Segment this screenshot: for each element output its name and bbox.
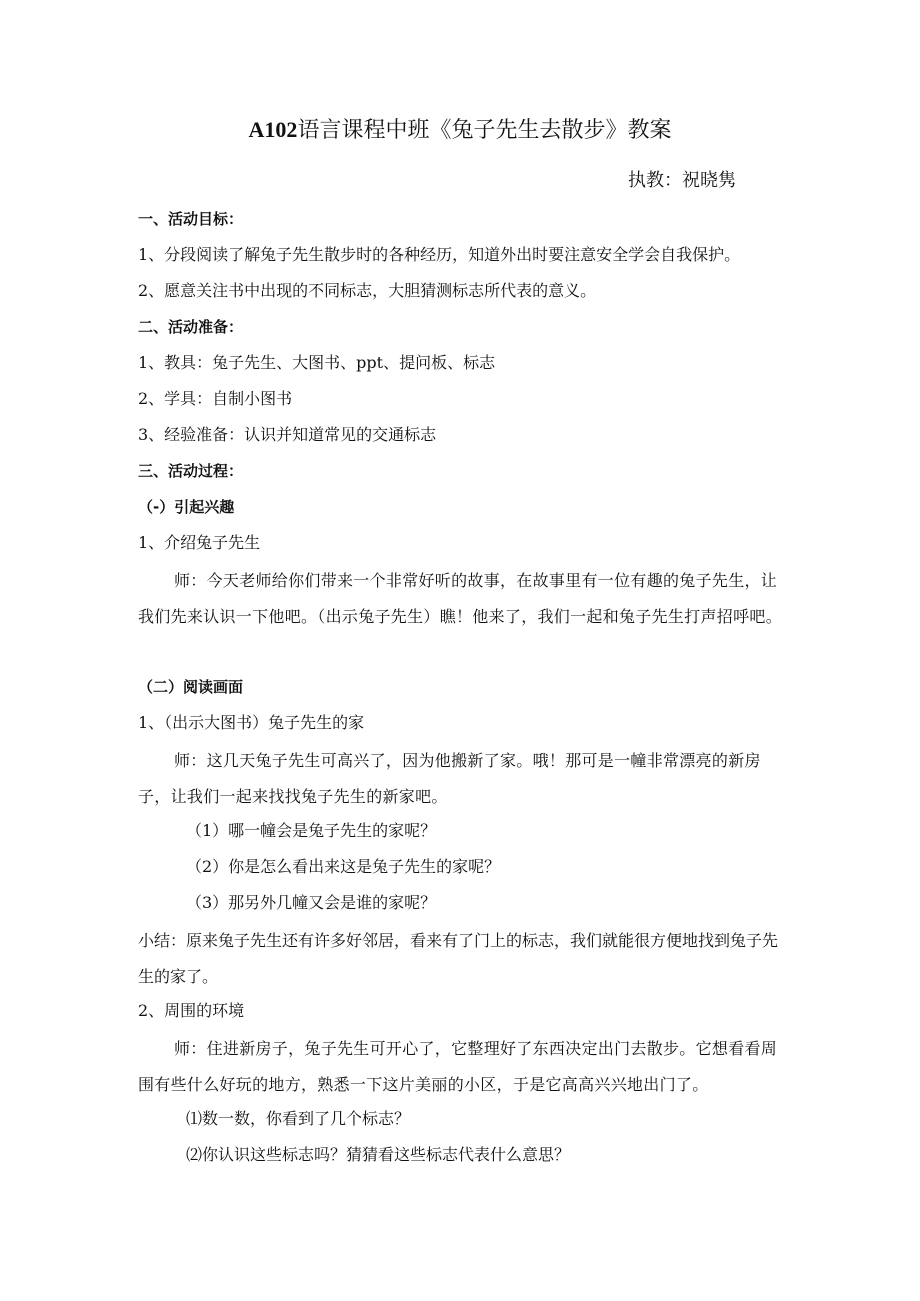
question-1-3: （3）那另外几幢又会是谁的家呢？ (186, 893, 437, 912)
question-1-2: （2）你是怎么看出来这是兔子先生的家呢？ (186, 857, 501, 876)
prep-item-1: 1、教具：兔子先生、大图书、ppt、提问板、标志 (138, 353, 496, 372)
author-line: 执教：祝晓隽 (628, 170, 736, 191)
prep-item-2: 2、学具：自制小图书 (138, 389, 293, 408)
title-code: A102 (248, 117, 298, 142)
title-text: 语言课程中班《兔子先生去散步》教案 (297, 118, 672, 143)
part2-paragraph-1: 师：这几天兔子先生可高兴了，因为他搬新了家。哦！那可是一幢非常漂亮的新房子，让我们一起来找找兔子先生的新家吧。 (138, 751, 761, 806)
part2-heading: （二）阅读画面 (138, 678, 244, 696)
part2-step2: 2、周围的环境 (138, 1001, 245, 1020)
question-2-1: ⑴数一数，你看到了几个标志？ (186, 1109, 411, 1128)
prep-heading: 二、活动准备： (138, 318, 244, 336)
question-1-1: （1）哪一幢会是兔子先生的家呢？ (186, 821, 437, 840)
goals-heading: 一、活动目标： (138, 210, 244, 228)
part1-step1: 1、介绍兔子先生 (138, 533, 261, 552)
part1-paragraph: 师：今天老师给你们带来一个非常好听的故事，在故事里有一位有趣的兔子先生，让我们先来认识一下他吧。（出示兔子先生）瞧！他来了，我们一起和兔子先生打声招呼吧。 (138, 571, 783, 626)
prep-item-3: 3、经验准备：认识并知道常见的交通标志 (138, 425, 437, 444)
part2-step1: 1、（出示大图书）兔子先生的家 (138, 713, 365, 732)
goal-item-2: 2、愿意关注书中出现的不同标志，大胆猜测标志所代表的意义。 (138, 281, 597, 300)
goal-item-1: 1、分段阅读了解兔子先生散步时的各种经历，知道外出时要注意安全学会自我保护。 (138, 245, 741, 264)
question-2-2: ⑵你认识这些标志吗？猜猜看这些标志代表什么意思？ (186, 1145, 571, 1164)
summary-paragraph: 小结：原来兔子先生还有许多好邻居，看来有了门上的标志，我们就能很方便地找到兔子先生的家了。 (138, 931, 779, 986)
document-title (0, 115, 920, 146)
part1-heading: （-）引起兴趣 (138, 498, 235, 516)
part2-paragraph-2: 师：住进新房子，兔子先生可开心了，它整理好了东西决定出门去散步。它想看看周围有些什么好玩的地方，熟悉一下这片美丽的小区，于是它高高兴兴地出门了。 (138, 1039, 778, 1094)
process-heading: 三、活动过程： (138, 462, 244, 480)
